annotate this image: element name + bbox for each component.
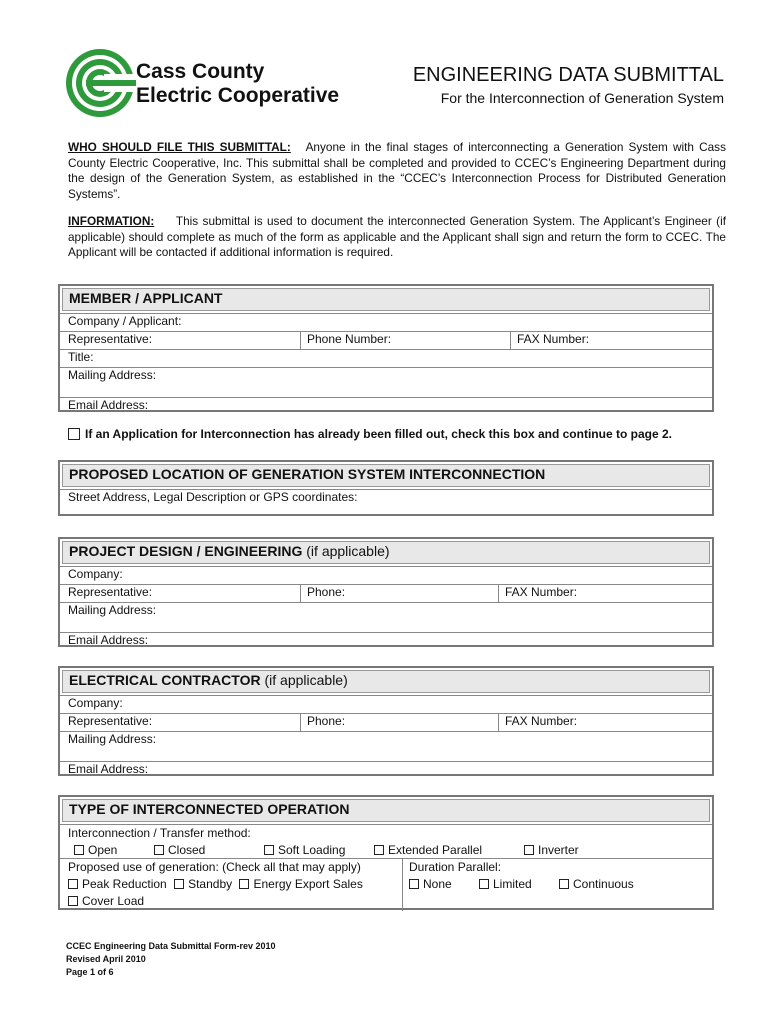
section-header	[62, 541, 710, 564]
page-title: ENGINEERING DATA SUBMITTAL	[412, 64, 724, 86]
already-filed-checkbox[interactable]	[68, 428, 80, 440]
representative-field[interactable]: Representative:	[68, 332, 153, 346]
fax-field[interactable]	[498, 585, 712, 602]
company-logo	[64, 44, 374, 122]
method-inverter-option[interactable]	[524, 842, 579, 859]
footer-revision: Revised April 2010	[66, 954, 146, 964]
checkbox-icon[interactable]	[68, 879, 78, 889]
field-label: FAX Number:	[505, 714, 578, 728]
duration-options	[409, 876, 712, 893]
company-field[interactable]	[60, 695, 712, 713]
fax-field[interactable]	[498, 714, 712, 731]
street-address-field[interactable]	[60, 489, 712, 517]
member-applicant-section	[58, 284, 714, 412]
method-open-option[interactable]	[74, 842, 117, 859]
who-text: Anyone in the final stages of interconnecting a Generation System with Cass County Electric Cooperative, Inc. This submittal shall be completed and provided to CCEC’s Engineering Department during the design of the Generation System, as established in the “CCEC’s Interconnection Process for Distributed Generation Systems”.	[68, 140, 726, 201]
option-label: Closed	[168, 843, 206, 857]
generation-use-label: Proposed use of generation: (Check all that may apply)	[68, 860, 361, 874]
phone-field[interactable]	[300, 714, 498, 731]
company-field[interactable]	[60, 313, 712, 331]
representative-field[interactable]: Representative:	[68, 714, 153, 728]
logo-line-1: Cass County	[136, 60, 265, 83]
logo-text	[136, 60, 339, 108]
fax-field[interactable]	[510, 332, 712, 349]
info-label: INFORMATION:	[68, 214, 155, 228]
field-label: Phone:	[307, 714, 346, 728]
field-label: Company / Applicant:	[68, 314, 182, 328]
already-filed-line	[68, 427, 672, 441]
checkbox-icon[interactable]	[154, 845, 164, 855]
page-subtitle: For the Interconnection of Generation System	[440, 90, 724, 106]
ccec-logo-icon	[64, 44, 136, 122]
option-label: Continuous	[573, 877, 634, 891]
email-field[interactable]	[60, 761, 712, 777]
checkbox-icon[interactable]	[264, 845, 274, 855]
title-field[interactable]	[60, 349, 712, 367]
mailing-address-field[interactable]	[60, 731, 712, 761]
project-design-section	[58, 537, 714, 647]
already-filed-label: If an Application for Interconnection has already been filled out, check this box and continue to page 2.	[85, 427, 672, 441]
field-label: Phone Number:	[307, 332, 392, 346]
section-header: MEMBER / APPLICANT	[62, 288, 710, 311]
representative-row	[60, 584, 712, 602]
footer-page-number: Page 1 of 6	[66, 967, 114, 977]
who-should-file-paragraph	[68, 140, 726, 202]
checkbox-icon[interactable]	[174, 879, 184, 889]
field-label: Email Address:	[68, 398, 149, 412]
checkbox-icon[interactable]	[239, 879, 249, 889]
transfer-method-options	[68, 842, 712, 859]
info-text: This submittal is used to document the interconnected Generation System. The Applicant’s Engineer (if applicable) should complete as much of the form as applicable and the Applicant shall sign and return the form to CCEC. The Applicant will be contacted if additional information is required.	[68, 214, 726, 259]
option-label: Cover Load	[82, 894, 145, 908]
section-title: PROJECT DESIGN / ENGINEERING	[69, 543, 303, 559]
use-standby-option[interactable]	[174, 877, 232, 891]
page-footer	[66, 940, 276, 979]
option-label: Inverter	[538, 843, 579, 857]
transfer-method-label: Interconnection / Transfer method:	[68, 826, 251, 840]
section-header: PROPOSED LOCATION OF GENERATION SYSTEM INTERCONNECTION	[62, 464, 710, 487]
electrical-contractor-section	[58, 666, 714, 776]
section-header	[62, 670, 710, 693]
section-title: ELECTRICAL CONTRACTOR	[69, 672, 261, 688]
logo-line-2: Electric Cooperative	[136, 84, 340, 107]
checkbox-icon[interactable]	[74, 845, 84, 855]
option-label: Energy Export Sales	[253, 877, 363, 891]
field-label: Email Address:	[68, 762, 149, 776]
option-label: Standby	[188, 877, 233, 891]
field-label: Mailing Address:	[68, 368, 157, 382]
duration-parallel-cell	[402, 859, 712, 911]
option-label: None	[423, 877, 452, 891]
duration-parallel-label: Duration Parallel:	[409, 860, 502, 874]
use-peak-reduction-option[interactable]	[68, 877, 167, 891]
section-note: (if applicable)	[306, 543, 390, 559]
mailing-address-field[interactable]	[60, 602, 712, 632]
who-label: WHO SHOULD FILE THIS SUBMITTAL:	[68, 140, 291, 154]
interconnected-operation-section	[58, 795, 714, 910]
proposed-location-section	[58, 460, 714, 516]
phone-field[interactable]	[300, 332, 510, 349]
footer-form-name: CCEC Engineering Data Submittal Form-rev 2010	[66, 941, 276, 951]
section-note: (if applicable)	[264, 672, 348, 688]
option-label: Open	[88, 843, 118, 857]
checkbox-icon[interactable]	[374, 845, 384, 855]
email-field[interactable]	[60, 397, 712, 412]
option-label: Limited	[493, 877, 532, 891]
duration-continuous-option[interactable]	[559, 876, 634, 893]
checkbox-icon[interactable]	[479, 879, 489, 889]
field-label: Company:	[68, 567, 123, 581]
option-label: Soft Loading	[278, 843, 346, 857]
option-label: Extended Parallel	[388, 843, 483, 857]
mailing-address-field[interactable]	[60, 367, 712, 397]
field-label: FAX Number:	[517, 332, 590, 346]
section-header: TYPE OF INTERCONNECTED OPERATION	[62, 799, 710, 822]
representative-row	[60, 331, 712, 349]
checkbox-icon[interactable]	[524, 845, 534, 855]
generation-use-row	[60, 858, 712, 911]
duration-limited-option[interactable]	[479, 876, 532, 893]
transfer-method-row	[60, 824, 712, 858]
checkbox-icon[interactable]	[409, 879, 419, 889]
method-soft-loading-option[interactable]	[264, 842, 345, 859]
duration-none-option[interactable]	[409, 876, 452, 893]
method-extended-parallel-option[interactable]	[374, 842, 482, 859]
company-field[interactable]	[60, 566, 712, 584]
email-field[interactable]	[60, 632, 712, 648]
field-label: Mailing Address:	[68, 603, 157, 617]
method-closed-option[interactable]	[154, 842, 205, 859]
field-label: Mailing Address:	[68, 732, 157, 746]
information-paragraph	[68, 214, 726, 261]
checkbox-icon[interactable]	[559, 879, 569, 889]
field-label: FAX Number:	[505, 585, 578, 599]
field-label: Company:	[68, 696, 123, 710]
representative-row	[60, 713, 712, 731]
option-label: Peak Reduction	[82, 877, 167, 891]
representative-field[interactable]: Representative:	[68, 585, 153, 599]
field-label: Street Address, Legal Description or GPS coordinates:	[68, 490, 358, 504]
checkbox-icon[interactable]	[68, 896, 78, 906]
field-label: Email Address:	[68, 633, 149, 647]
use-energy-export-option[interactable]	[239, 877, 362, 891]
field-label: Title:	[68, 350, 94, 364]
field-label: Phone:	[307, 585, 346, 599]
phone-field[interactable]	[300, 585, 498, 602]
